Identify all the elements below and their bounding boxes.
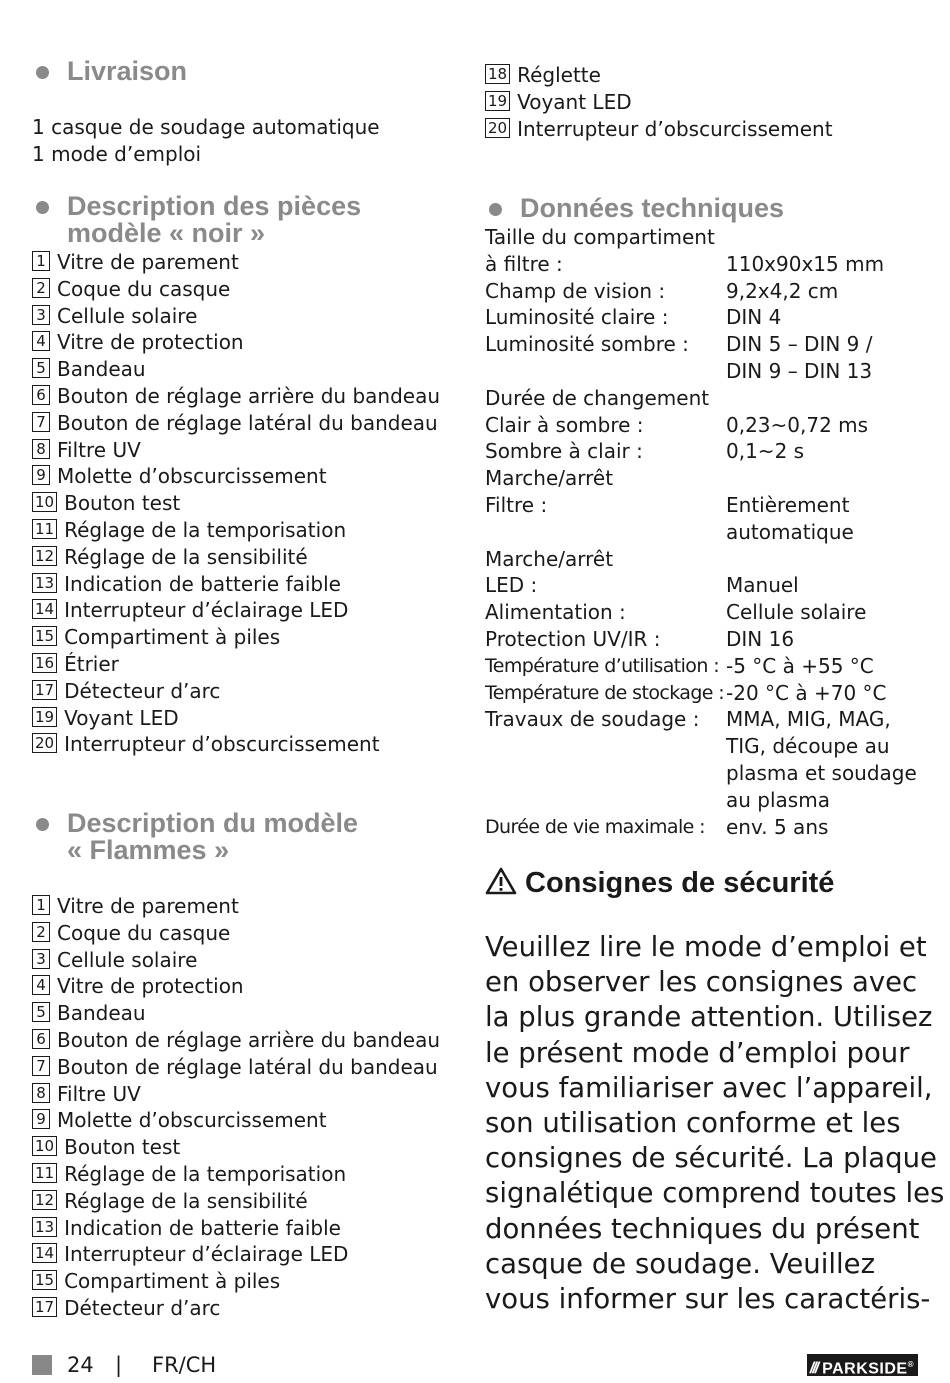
part-number-badge: 5 [32,1002,50,1022]
part-number-badge: 17 [32,1297,57,1317]
parts-list-item [32,1268,440,1295]
parts-list-item [32,356,440,383]
footer-separator: | [115,1353,123,1377]
part-number-badge: 4 [32,975,50,995]
part-label: Interrupteur d’obscurcissement [517,116,833,141]
part-number-badge: 9 [32,1109,50,1129]
part-number-badge: 8 [32,1083,50,1103]
part-label: Filtre UV [57,1081,141,1106]
part-number-badge: 6 [32,1029,50,1049]
part-label: Indication de batterie faible [64,1215,341,1240]
parts-list-item [485,62,833,89]
parts-list-item [32,1241,440,1268]
part-label: Filtre UV [57,437,141,462]
language-code: FR/CH [152,1353,217,1377]
tech-row [485,251,925,278]
tech-row [485,599,925,626]
parts-list-item [32,544,440,571]
tech-value: Manuel [726,573,799,598]
tech-row [485,814,925,841]
page-footer [32,1352,918,1380]
part-number-badge: 9 [32,465,50,485]
safety-heading: Consignes de sécurité [485,867,834,900]
part-number-badge: 6 [32,385,50,405]
part-number-badge: 19 [32,707,57,727]
tech-label: LED : [485,573,538,598]
parts-list-continued [485,62,833,142]
parts-list-item [32,973,440,1000]
parts-list-item [32,624,440,651]
part-label: Bouton de réglage arrière du bandeau [57,383,440,408]
part-number-badge: 16 [32,653,57,673]
tech-row [485,572,925,599]
warning-triangle-icon [485,867,517,895]
part-number-badge: 10 [32,492,57,512]
bullet-icon [36,201,49,214]
part-number-badge: 1 [32,895,50,915]
tech-label: Champ de vision : [485,278,666,303]
tech-value: 0,1~2 s [726,439,805,464]
safety-paragraph [485,930,945,1317]
parts-list-item [32,383,440,410]
part-label: Bouton test [64,491,181,516]
parts-list-item [32,1295,440,1322]
parts-list-item [32,1161,440,1188]
section-heading-livraison: Livraison [32,58,187,85]
safety-line: en observer les consignes avec [485,966,918,999]
safety-line: Veuillez lire le mode d’emploi et [485,931,927,963]
tech-value: MMA, MIG, MAG, TIG, découpe au plasma et soudage au plasma [726,707,917,812]
part-label: Détecteur d’arc [64,678,221,703]
tech-label: Durée de changement [485,385,710,410]
part-label: Voyant LED [64,705,179,730]
part-label: Bouton de réglage arrière du bandeau [57,1027,440,1052]
tech-value [726,385,925,412]
tech-value: DIN 4 [726,305,782,330]
safety-line: signalétique comprend toutes les [485,1177,945,1210]
tech-value [726,224,925,251]
part-label: Étrier [64,651,119,676]
tech-row [485,546,925,573]
tech-row [485,706,925,813]
parts-list-item [32,490,440,517]
tech-value: DIN 16 [726,626,795,651]
part-number-badge: 20 [485,118,510,138]
part-label: Bouton test [64,1135,181,1160]
parts-list-flammes [32,893,440,1322]
part-label: Bouton de réglage latéral du bandeau [57,1054,438,1079]
tech-row [485,224,925,251]
parts-list-item [32,1000,440,1027]
page-number: 24 [67,1353,94,1377]
tech-row [485,680,925,707]
safety-line: consignes de sécurité. La plaque [485,1142,937,1175]
part-label: Cellule solaire [57,947,198,972]
part-label: Bandeau [57,357,146,382]
part-number-badge: 3 [32,949,50,969]
parts-list-item [32,1107,440,1134]
parts-list-item [32,1134,440,1161]
part-label: Interrupteur d’obscurcissement [64,732,380,757]
parts-list-item [32,893,440,920]
part-number-badge: 11 [32,519,57,539]
part-number-badge: 12 [32,546,57,566]
part-number-badge: 12 [32,1190,57,1210]
parts-list-item [32,947,440,974]
tech-value: env. 5 ans [726,814,829,839]
part-label: Réglage de la sensibilité [64,544,308,569]
tech-row [485,278,925,305]
parts-list-item [32,651,440,678]
parts-list-item [32,437,440,464]
tech-label: Sombre à clair : [485,439,643,464]
part-label: Bouton de réglage latéral du bandeau [57,410,438,435]
delivery-line: 1 mode d’emploi [32,142,202,166]
part-label: Réglage de la sensibilité [64,1188,308,1213]
part-label: Vitre de protection [57,330,244,355]
parts-list-item [32,410,440,437]
tech-label: à filtre : [485,251,563,276]
part-number-badge: 17 [32,680,57,700]
part-label: Réglage de la temporisation [64,517,347,542]
bullet-icon [36,818,49,831]
part-label: Molette d’obscurcissement [57,1108,327,1133]
part-number-badge: 11 [32,1163,57,1183]
safety-line: données techniques du présent [485,1212,920,1245]
tech-value: 0,23~0,72 ms [726,412,869,437]
part-number-badge: 15 [32,626,57,646]
part-label: Coque du casque [57,276,231,301]
tech-label: Marche/arrêt [485,546,614,571]
parts-list-item [32,276,440,303]
tech-value: -20 °C à +70 °C [726,680,887,705]
tech-row [485,412,925,439]
parts-list-item [32,1027,440,1054]
part-number-badge: 2 [32,278,50,298]
tech-label: Marche/arrêt [485,466,614,491]
part-number-badge: 13 [32,573,57,593]
tech-value: Cellule solaire [726,600,867,625]
part-number-badge: 14 [32,1243,57,1263]
parts-list-item [32,705,440,732]
part-number-badge: 10 [32,1136,57,1156]
bullet-icon [36,66,49,79]
tech-label: Clair à sombre : [485,412,644,437]
parts-list-item [32,517,440,544]
part-label: Réglage de la temporisation [64,1161,347,1186]
part-number-badge: 8 [32,439,50,459]
part-number-badge: 4 [32,331,50,351]
safety-line: casque de soudage. Veuillez [485,1247,876,1280]
safety-line: le présent mode d’emploi pour [485,1036,910,1069]
tech-row [485,626,925,653]
tech-value: 110x90x15 mm [726,251,885,276]
parts-list-item [32,1188,440,1215]
part-number-badge: 14 [32,599,57,619]
part-label: Molette d’obscurcissement [57,464,327,489]
parts-list-item [32,329,440,356]
tech-row [485,304,925,331]
part-number-badge: 15 [32,1270,57,1290]
parts-list-item [32,597,440,624]
tech-value: -5 °C à +55 °C [726,653,874,678]
parts-list-item [32,1215,440,1242]
tech-label: Protection UV/IR : [485,626,661,651]
part-label: Coque du casque [57,920,231,945]
tech-row [485,465,925,492]
part-label: Réglette [517,63,601,87]
tech-data-table [485,224,925,840]
tech-value: DIN 5 – DIN 9 / DIN 9 – DIN 13 [726,332,873,383]
parts-list-item [32,920,440,947]
part-label: Interrupteur d’éclairage LED [64,1242,349,1267]
part-label: Voyant LED [517,89,632,114]
tech-label: Luminosité sombre : [485,332,689,357]
part-number-badge: 13 [32,1217,57,1237]
tech-label: Température d’utilisation : [485,654,720,677]
part-number-badge: 7 [32,1056,50,1076]
parts-list-item [32,571,440,598]
parts-list-item [485,116,833,143]
parts-list-item [32,249,440,276]
parkside-logo: /// PARKSIDE® [807,1354,918,1376]
part-label: Bandeau [57,1001,146,1026]
part-label: Cellule solaire [57,303,198,328]
section-heading-tech: Données techniques [485,195,784,222]
safety-line: vous informer sur les caractéris- [485,1283,931,1316]
tech-row [485,438,925,465]
part-number-badge: 18 [485,64,510,84]
part-number-badge: 1 [32,251,50,271]
section-heading-desc-noir: Description des pièces modèle « noir » [32,193,361,247]
part-label: Vitre de parement [57,894,239,918]
parts-list-item [32,303,440,330]
part-number-badge: 19 [485,91,510,111]
footer-square-icon [32,1355,52,1375]
tech-value: 9,2x4,2 cm [726,278,839,303]
tech-label: Travaux de soudage : [485,707,700,732]
tech-row [485,385,925,412]
safety-line: la plus grande attention. Utilisez [485,1001,933,1034]
tech-row [485,492,925,546]
parts-list-item [32,1054,440,1081]
part-label: Vitre de protection [57,974,244,999]
tech-label: Filtre : [485,492,548,517]
part-number-badge: 3 [32,305,50,325]
part-label: Détecteur d’arc [64,1295,221,1320]
parts-list-item [32,1081,440,1108]
tech-value: Entièrement automatique [726,492,854,544]
tech-label: Température de stockage : [485,681,725,704]
part-label: Interrupteur d’éclairage LED [64,598,349,623]
delivery-line: 1 casque de soudage automatique [32,115,380,139]
tech-row [485,653,925,680]
tech-label: Alimentation : [485,600,626,625]
part-number-badge: 20 [32,733,57,753]
parts-list-noir [32,249,440,758]
part-label: Compartiment à piles [64,625,281,650]
part-number-badge: 7 [32,412,50,432]
safety-line: son utilisation conforme et les [485,1107,901,1140]
part-label: Vitre de parement [57,250,239,274]
parts-list-item [485,89,833,116]
tech-value [726,546,925,573]
tech-label: Taille du compartiment [485,225,715,249]
safety-line: vous familiariser avec l’appareil, [485,1071,933,1104]
part-number-badge: 5 [32,358,50,378]
tech-label: Durée de vie maximale : [485,815,705,838]
part-label: Indication de batterie faible [64,571,341,596]
section-heading-desc-flammes: Description du modèle « Flammes » [32,810,358,864]
tech-value [726,465,925,492]
part-label: Compartiment à piles [64,1269,281,1294]
bullet-icon [489,203,502,216]
parts-list-item [32,678,440,705]
parts-list-item [32,463,440,490]
tech-row [485,331,925,385]
part-number-badge: 2 [32,922,50,942]
tech-label: Luminosité claire : [485,305,669,330]
parts-list-item [32,731,440,758]
